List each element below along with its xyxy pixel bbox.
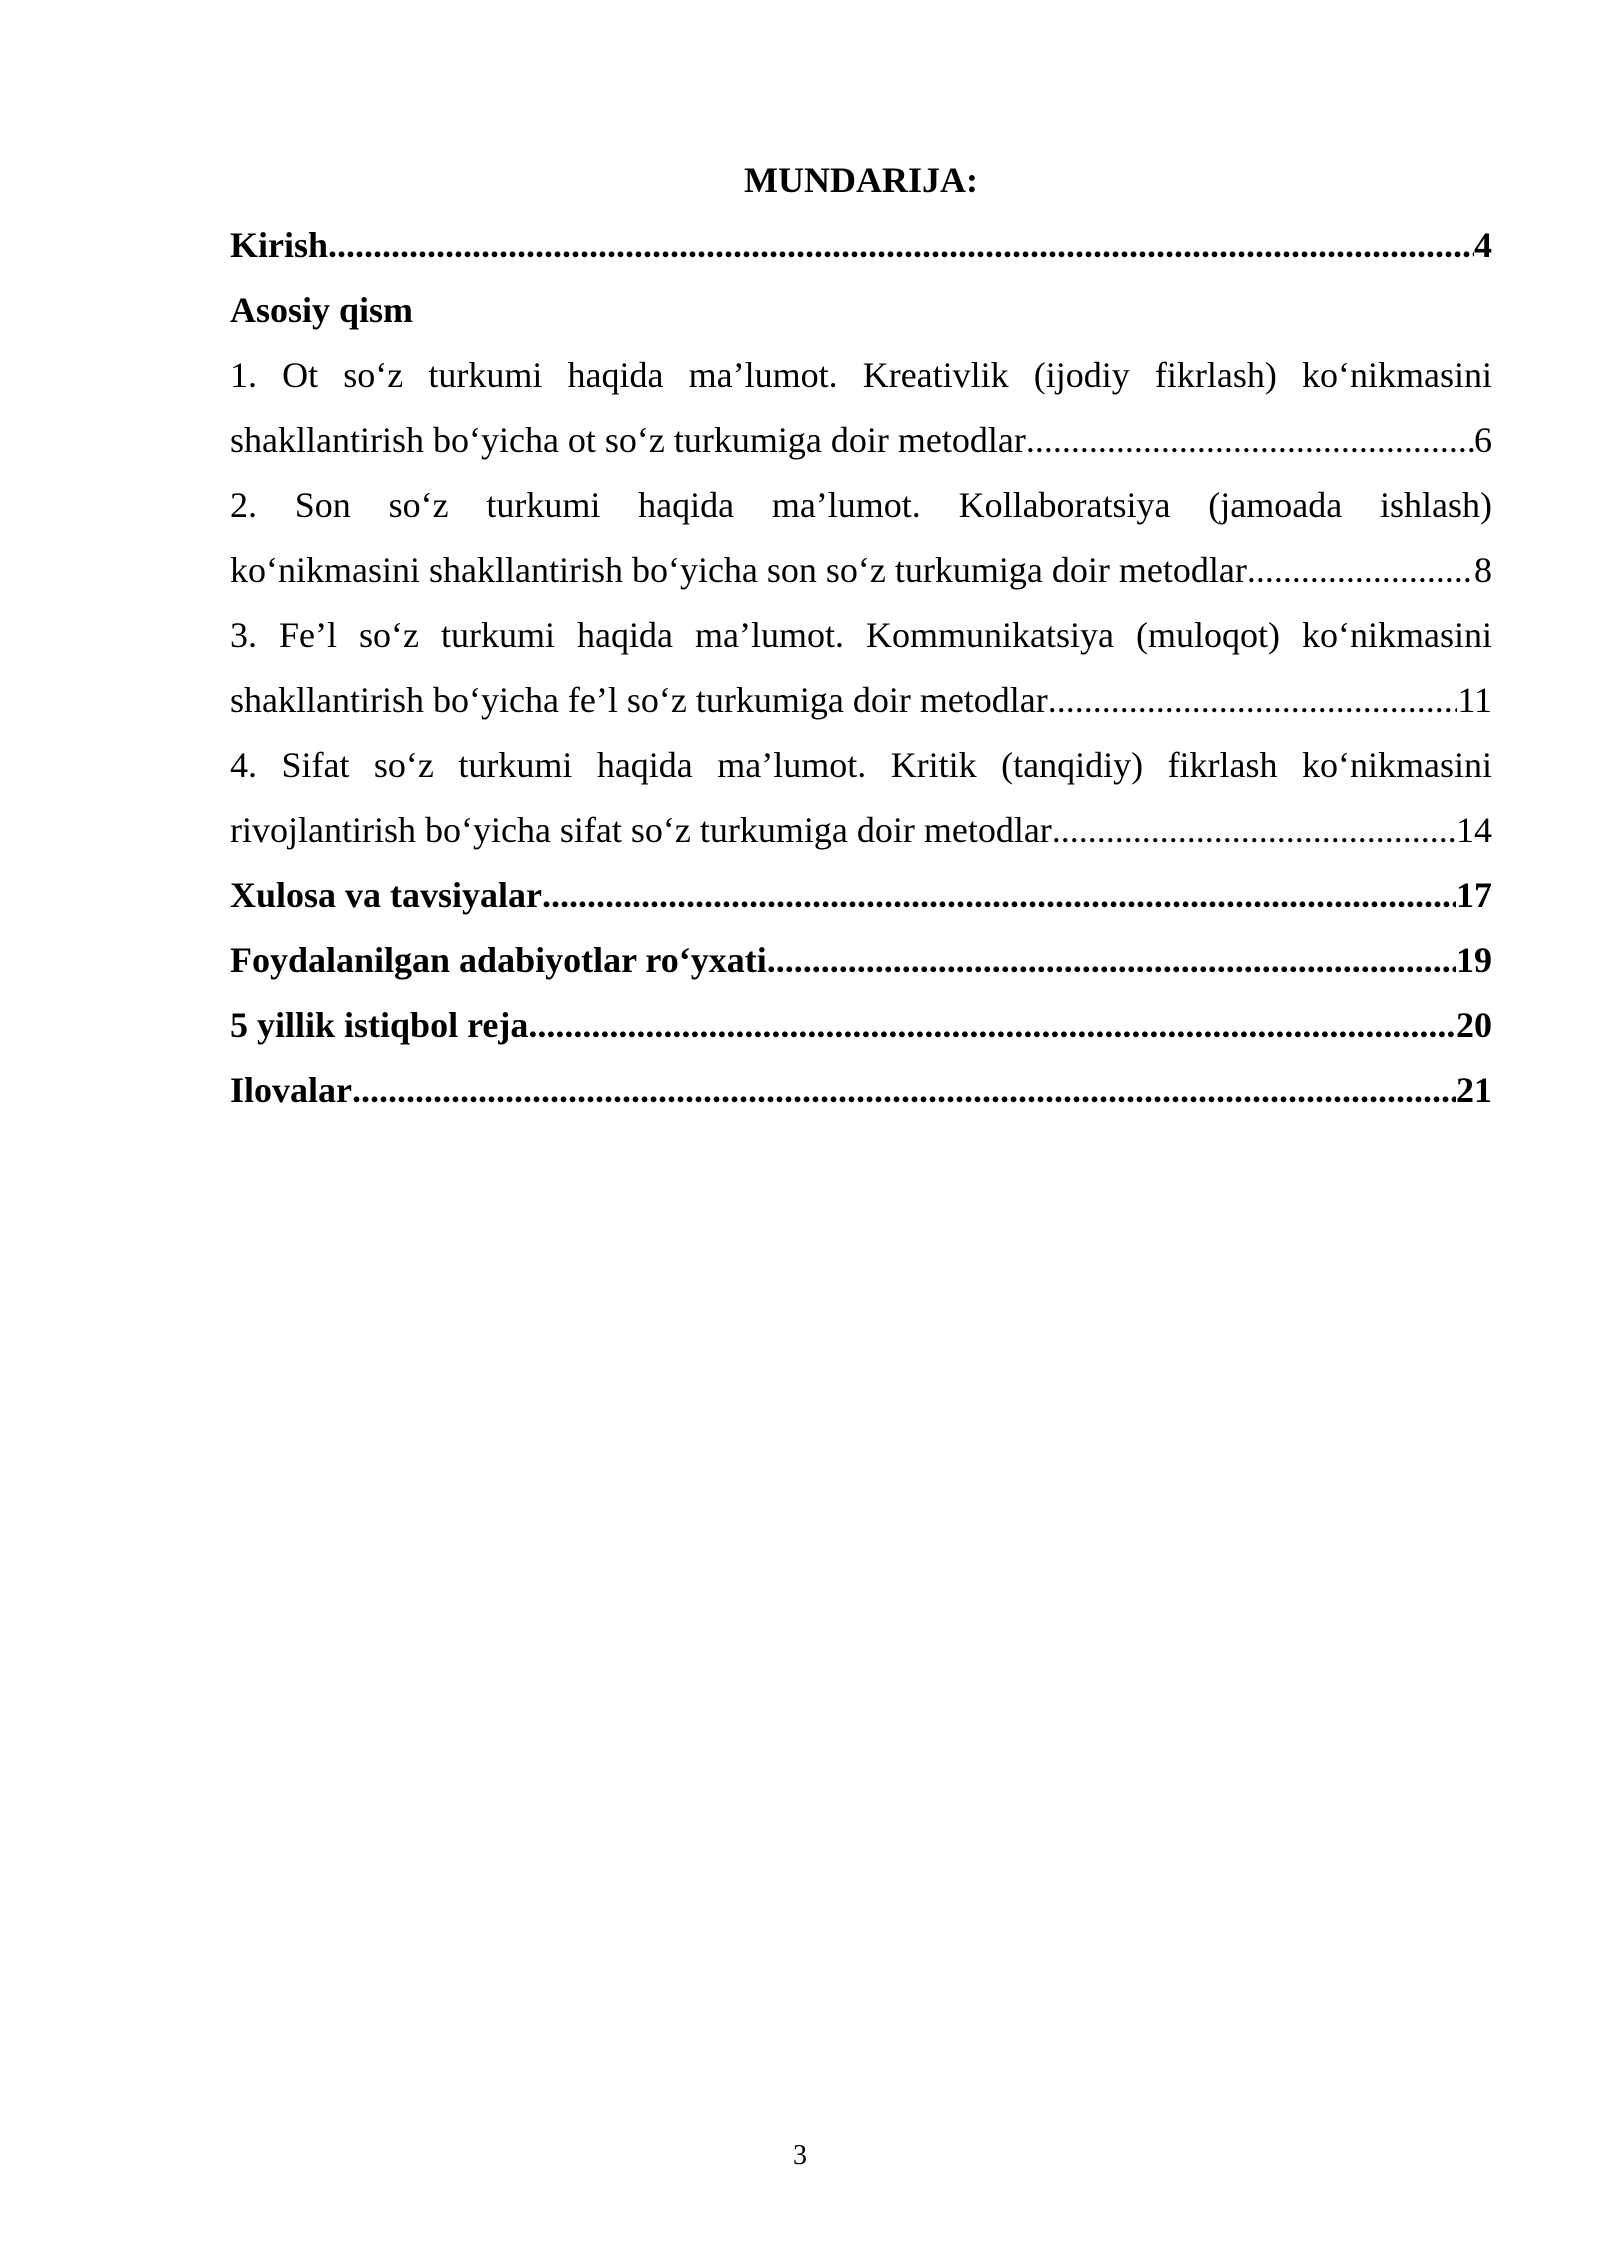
- toc-page-number: 21: [1456, 1070, 1492, 1110]
- toc-leader-dots: [767, 928, 1456, 993]
- toc-entry-adabiyotlar[interactable]: [230, 928, 1492, 993]
- toc-leader-dots: [352, 1058, 1456, 1123]
- toc-leader-dots: [328, 213, 1474, 278]
- toc-leader-dots: [528, 993, 1456, 1058]
- toc-entry-text: Foydalanilgan adabiyotlar ro‘yxati: [230, 940, 767, 980]
- toc-leader-dots: [1048, 668, 1458, 733]
- toc-entry-text: Kirish: [230, 225, 329, 265]
- toc-entry-line1: 3. Fe’l so‘z turkumi haqida ma’lumot. Kommunikatsiya (muloqot) ko‘nikmasini: [230, 615, 1492, 655]
- table-of-contents: [230, 148, 1492, 1123]
- toc-entry-line1: 1. Ot so‘z turkumi haqida ma’lumot. Kreativlik (ijodiy fikrlash) ko‘nikmasini: [230, 355, 1492, 395]
- toc-page-number: 17: [1456, 875, 1492, 915]
- toc-entry-line1: 4. Sifat so‘z turkumi haqida ma’lumot. Kritik (tanqidiy) fikrlash ko‘nikmasini: [230, 745, 1492, 785]
- toc-entry-1[interactable]: [230, 343, 1492, 473]
- toc-entry-4[interactable]: [230, 733, 1492, 863]
- toc-title: MUNDARIJA:: [744, 160, 978, 200]
- toc-entry-text: 5 yillik istiqbol reja: [230, 1005, 529, 1045]
- page-number: 3: [793, 2140, 807, 2171]
- toc-entry-line1: 2. Son so‘z turkumi haqida ma’lumot. Kollaboratsiya (jamoada ishlash): [230, 485, 1492, 525]
- toc-page-number: 4: [1474, 225, 1492, 265]
- toc-leader-dots: [1052, 798, 1456, 863]
- toc-leader-dots: [542, 863, 1456, 928]
- toc-entry-line2: shakllantirish bo‘yicha ot so‘z turkumiga doir metodlar: [230, 420, 1026, 460]
- toc-page-number: 20: [1456, 1005, 1492, 1045]
- toc-entry-2[interactable]: [230, 473, 1492, 603]
- toc-leader-dots: [1026, 408, 1474, 473]
- toc-entry-line2: rivojlantirish bo‘yicha sifat so‘z turkumiga doir metodlar: [230, 810, 1052, 850]
- toc-page-number: 14: [1456, 810, 1492, 850]
- toc-entry-kirish[interactable]: [230, 213, 1492, 278]
- toc-page-number: 6: [1474, 420, 1492, 460]
- toc-section-asosiy-qism: Asosiy qism: [230, 290, 414, 330]
- toc-entry-line2: shakllantirish bo‘yicha fe’l so‘z turkumiga doir metodlar: [230, 680, 1048, 720]
- toc-entry-line2: ko‘nikmasini shakllantirish bo‘yicha son so‘z turkumiga doir metodlar: [230, 550, 1247, 590]
- toc-entry-istiqbol-reja[interactable]: [230, 993, 1492, 1058]
- toc-leader-dots: [1247, 538, 1474, 603]
- toc-page-number: 19: [1456, 940, 1492, 980]
- toc-entry-xulosa[interactable]: [230, 863, 1492, 928]
- toc-entry-text: Xulosa va tavsiyalar: [230, 875, 543, 915]
- toc-entry-text: Ilovalar: [230, 1070, 352, 1110]
- toc-entry-3[interactable]: [230, 603, 1492, 733]
- toc-page-number: 8: [1474, 550, 1492, 590]
- toc-page-number: 11: [1457, 680, 1492, 720]
- toc-entry-ilovalar[interactable]: [230, 1058, 1492, 1123]
